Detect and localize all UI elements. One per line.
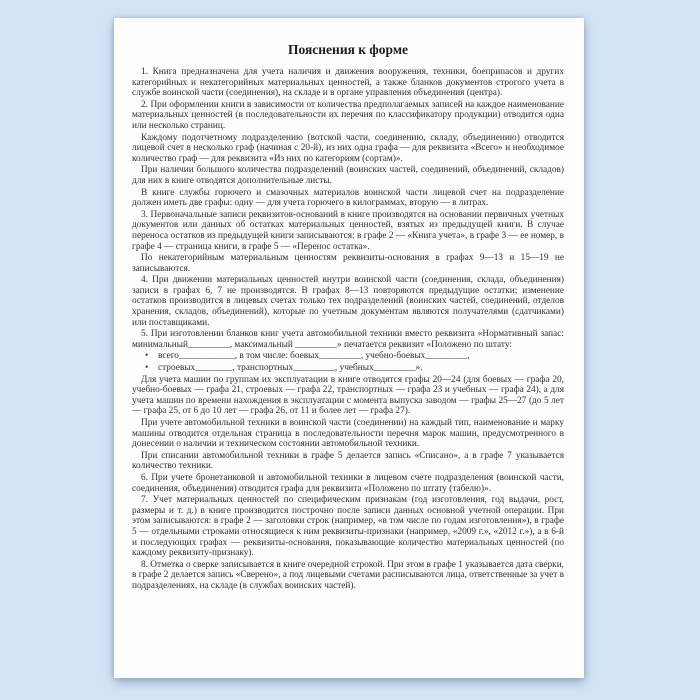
- bullet-list-item: [132, 351, 564, 362]
- paragraph: При учете автомобильной техники в воинской части (соединении) на каждый тип, наименование и марку машины отводится отдельная страница в последовательности перечня марок машин, предусмотренного в донесении о наличии и техническом состоянии автомобильной техники.: [132, 418, 564, 450]
- paragraph: 8. Отметка о сверке записывается в книге очередной строкой. При этом в графе 1 указывается дата сверки, в графе 2 делается запись «Сверено», а под лицевыми счетами расписываются лица, ответственные за учет в подразделениях, на складе (в службах воинских частей).: [132, 559, 564, 591]
- paragraph: При списании автомобильной техники в графе 5 делается запись «Списано», а в графе 7 указывается количество техники.: [132, 450, 564, 472]
- bullet-text: строевых________, транспортных_________, учебных_________».: [158, 363, 423, 374]
- paragraph: По некатегорийным материальным ценностям реквизиты-основания в графах 9—13 и 15—19 не записываются.: [132, 253, 564, 274]
- document-page: [114, 18, 584, 678]
- paragraph: Каждому подотчетному подразделению (вотской части, соединению, складу, объединению) отводится лицевой счет в несколько граф (начиная с 20-й), из них одна графа — для реквизита «Всего» и необходимое количество граф — для реквизита «Из них по категориям (сортам)».: [132, 132, 564, 164]
- paragraph: 7. Учет материальных ценностей по специфическим признакам (год изготовления, год выдачи, рост, размеры и т. д.) в книге производится построчно после записи данных основной учетной операции. При этом записываются: в графе 2 — заголовки строк (например, «в том числе по годам изготовления»), в графе 5 — отдельными строками относящиеся к ним реквизиты-признаки (например, «2009 г.», «2012 г.»), а в 6-й и последующих графах — реквизиты-основания, показывающие количество материальных ценностей (по каждому реквизиту-признаку).: [132, 495, 564, 559]
- paragraph: 3. Первоначальные записи реквизитов-оснований в книге производятся на основании первичных учетных документов или данных об остатках материальных ценностей, взятых из предыдущей книги. В случае переноса остатков из предыдущей книги записываются: в графе 2 — «Книга учета», в графе 3 — ее номер, в графе 4 — страница книги, в графе 5 — «Перенос остатка».: [132, 209, 564, 252]
- page-title: Пояснения к форме: [287, 42, 409, 57]
- paragraph: 5. При изготовлении бланков книг учета автомобильной техники вместо реквизита «Нормативный запас: минимальный_________, максимальный _________» печатается реквизит «Положено по штату:: [132, 329, 564, 350]
- paragraph: 4. При движении материальных ценностей внутри воинской части (соединения, склада, объединения) записи в графах 6, 7 не производятся. В графах 8—13 повторяются предыдущие остатки; изменение остатков производится в лицевых счетах только тех подразделений (воинских частей, соединений, отделов хранения, складов, объединений), которые по учетным документам являются получателями (сдатчиками) или поставщиками.: [132, 275, 564, 328]
- paragraph: 6. При учете бронетанковой и автомобильной техники в лицевом счете подразделения (воинской части, соединения, объединения) отводится графа для реквизита «Положено по штату (табелю)».: [132, 472, 564, 494]
- bullet-dot-icon: •: [145, 363, 149, 374]
- paragraph: 2. При оформлении книги в зависимости от количества предполагаемых записей на каждое наименование материальных ценностей (в последовательности их перечня по классификатору продукции) отводится одна или несколько страниц.: [132, 99, 564, 131]
- paragraph: В книге службы горючего и смазочных материалов воинской части лицевой счет на подразделение должен иметь две графы: одну — для учета горючего в килограммах, вторую — в литрах.: [132, 187, 564, 209]
- paragraph: При наличии большого количества подразделений (воинских частей, соединений, объединений, складов) для них в книге отводятся дополнительные листы.: [132, 165, 564, 186]
- bullet-list-item: [132, 363, 564, 374]
- paragraph: Для учета машин по группам их эксплуатации в книге отводятся графы 20—24 (для боевых — графа 20, учебно-боевых — графа 21, строевых — графа 22, транспортных — графа 23 и учебных — графа 24), а для учета машин по времени нахождения в эксплуатации с момента выпуска заводом — графы 25—27 (до 5 лет — графа 25, от 6 до 10 лет — графа 26, от 11 и более лет — графа 27).: [132, 374, 564, 417]
- bullet-text: всего____________, в том числе: боевых_________, учебно-боевых_________,: [158, 351, 470, 362]
- bullet-dot-icon: •: [145, 351, 149, 362]
- paragraph: 1. Книга предназначена для учета наличия и движения вооружения, техники, боеприпасов и других категорийных и некатегорийных материальных ценностей, а также бланков документов строгого учета в службе воинской части (соединения), на складе и в органе управления объединения (центра).: [132, 67, 564, 99]
- page-content: [114, 18, 584, 592]
